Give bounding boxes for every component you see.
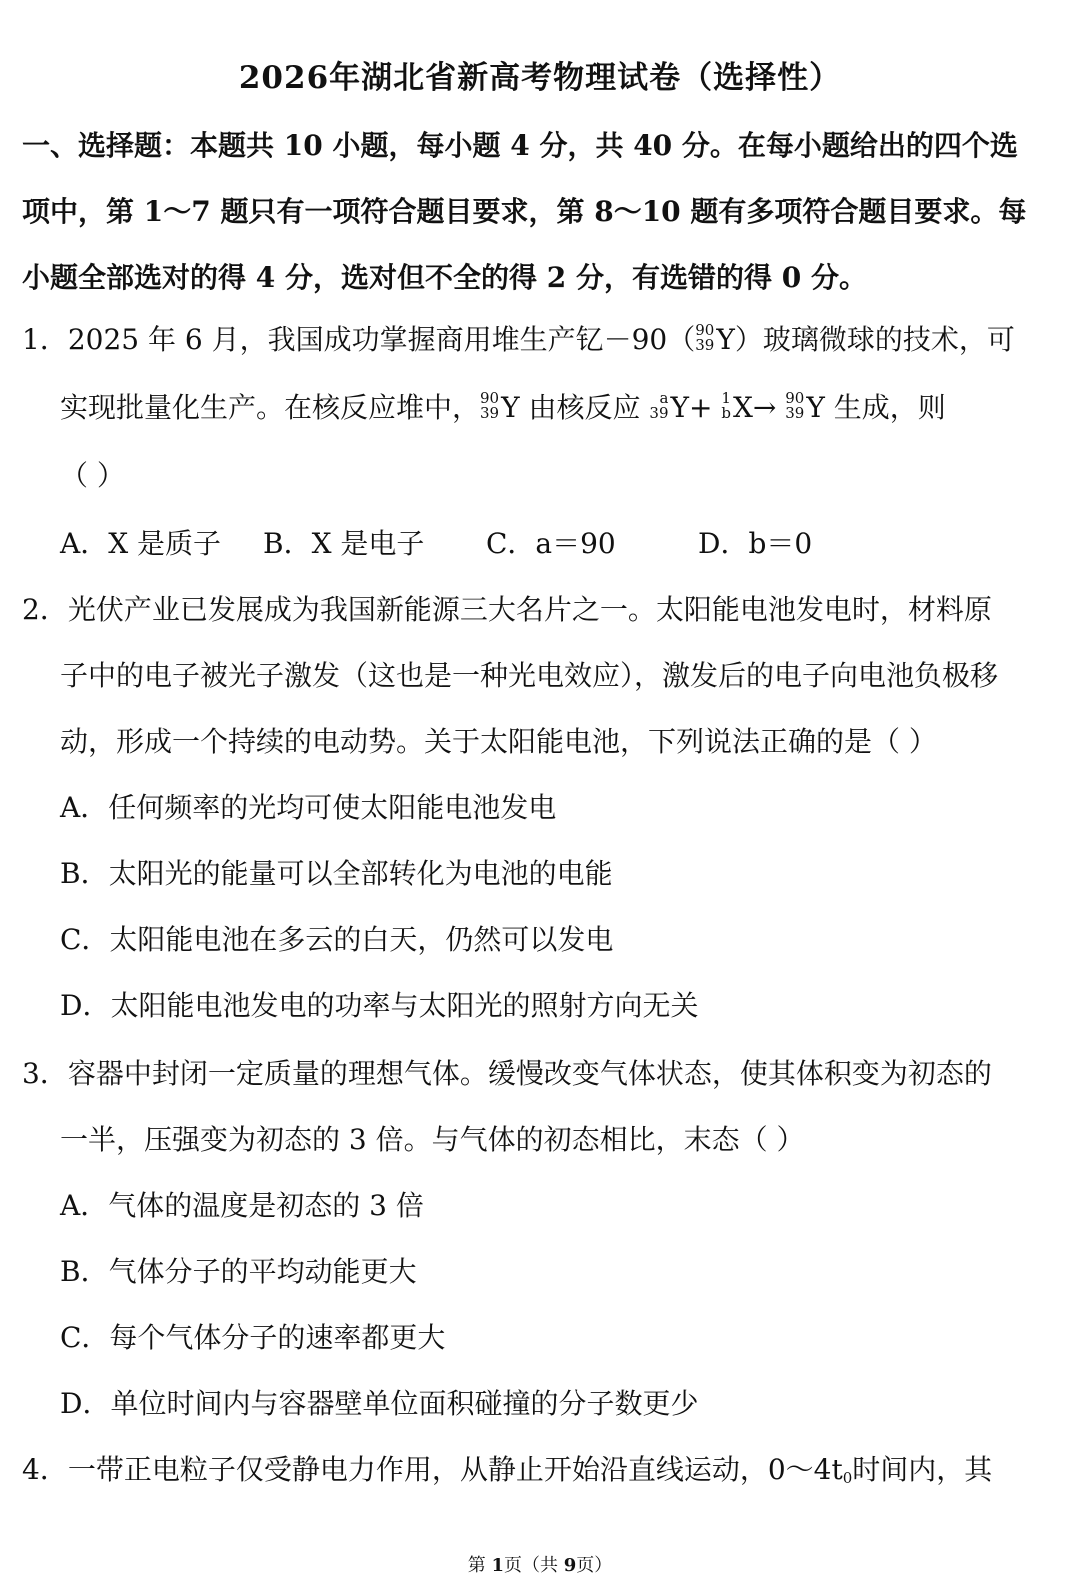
current-page-number: 1 <box>491 1555 504 1576</box>
section-instruction-line-3: 小题全部选对的得 4 分，选对但不全的得 2 分，有选错的得 0 分。 <box>22 261 867 294</box>
question-1-line-2: 实现批量化生产。在核反应堆中， 90 39 Y 由核反应 a 39 Y+ 1 b X→ 90 39 Y 生成，则 <box>60 388 946 424</box>
question-1-option-d: D．b＝0 <box>698 527 813 560</box>
isotope-notation: 90 39 <box>695 320 715 354</box>
isotope-notation: 1 b <box>721 388 731 422</box>
question-3-option-a: A．气体的温度是初态的 3 倍 <box>60 1189 424 1222</box>
question-3-option-c: C．每个气体分子的速率都更大 <box>60 1321 446 1354</box>
question-1-answer-bracket: （ ） <box>60 459 125 492</box>
isotope-notation: 90 39 <box>785 388 805 422</box>
total-pages: 9 <box>563 1555 577 1576</box>
question-4-line-1: 4．一带正电粒子仅受静电力作用，从静止开始沿直线运动，0～4t0时间内，其 <box>22 1453 993 1487</box>
exam-title: 2026年湖北省新高考物理试卷（选择性） <box>238 60 842 96</box>
section-instruction-line-1: 一、选择题：本题共 10 小题，每小题 4 分，共 40 分。在每小题给出的四个选 <box>22 129 1018 162</box>
question-3-line-2: 一半，压强变为初态的 3 倍。与气体的初态相比，末态（ ） <box>60 1123 805 1156</box>
question-2-line-2: 子中的电子被光子激发（这也是一种光电效应），激发后的电子向电池负极移 <box>60 659 999 692</box>
question-2-option-b: B．太阳光的能量可以全部转化为电池的电能 <box>60 857 613 890</box>
question-2-line-3: 动，形成一个持续的电动势。关于太阳能电池，下列说法正确的是（ ） <box>60 725 937 758</box>
question-1-line-1: 1．2025 年 6 月，我国成功掌握商用堆生产钇－90（ 90 39 Y）玻璃微球的技术，可 <box>22 320 1015 356</box>
question-1-option-b: B．X 是电子 <box>263 527 425 560</box>
isotope-notation: 90 39 <box>480 388 500 422</box>
question-2-option-a: A．任何频率的光均可使太阳能电池发电 <box>60 791 557 824</box>
question-2-line-1: 2．光伏产业已发展成为我国新能源三大名片之一。太阳能电池发电时，材料原 <box>22 593 992 626</box>
isotope-notation: a 39 <box>649 388 669 422</box>
question-1-option-c: C．a＝90 <box>486 527 616 560</box>
section-instruction-line-2: 项中，第 1～7 题只有一项符合题目要求，第 8～10 题有多项符合题目要求。每 <box>22 195 1027 228</box>
page-footer: 第 1页（共 9页） <box>467 1555 613 1576</box>
question-2-option-d: D．太阳能电池发电的功率与太阳光的照射方向无关 <box>60 989 699 1022</box>
question-3-option-b: B．气体分子的平均动能更大 <box>60 1255 417 1288</box>
question-1-option-a: A．X 是质子 <box>60 527 222 560</box>
question-2-option-c: C．太阳能电池在多云的白天，仍然可以发电 <box>60 923 614 956</box>
question-3-option-d: D．单位时间内与容器壁单位面积碰撞的分子数更少 <box>60 1387 699 1420</box>
question-3-line-1: 3．容器中封闭一定质量的理想气体。缓慢改变气体状态，使其体积变为初态的 <box>22 1057 992 1090</box>
